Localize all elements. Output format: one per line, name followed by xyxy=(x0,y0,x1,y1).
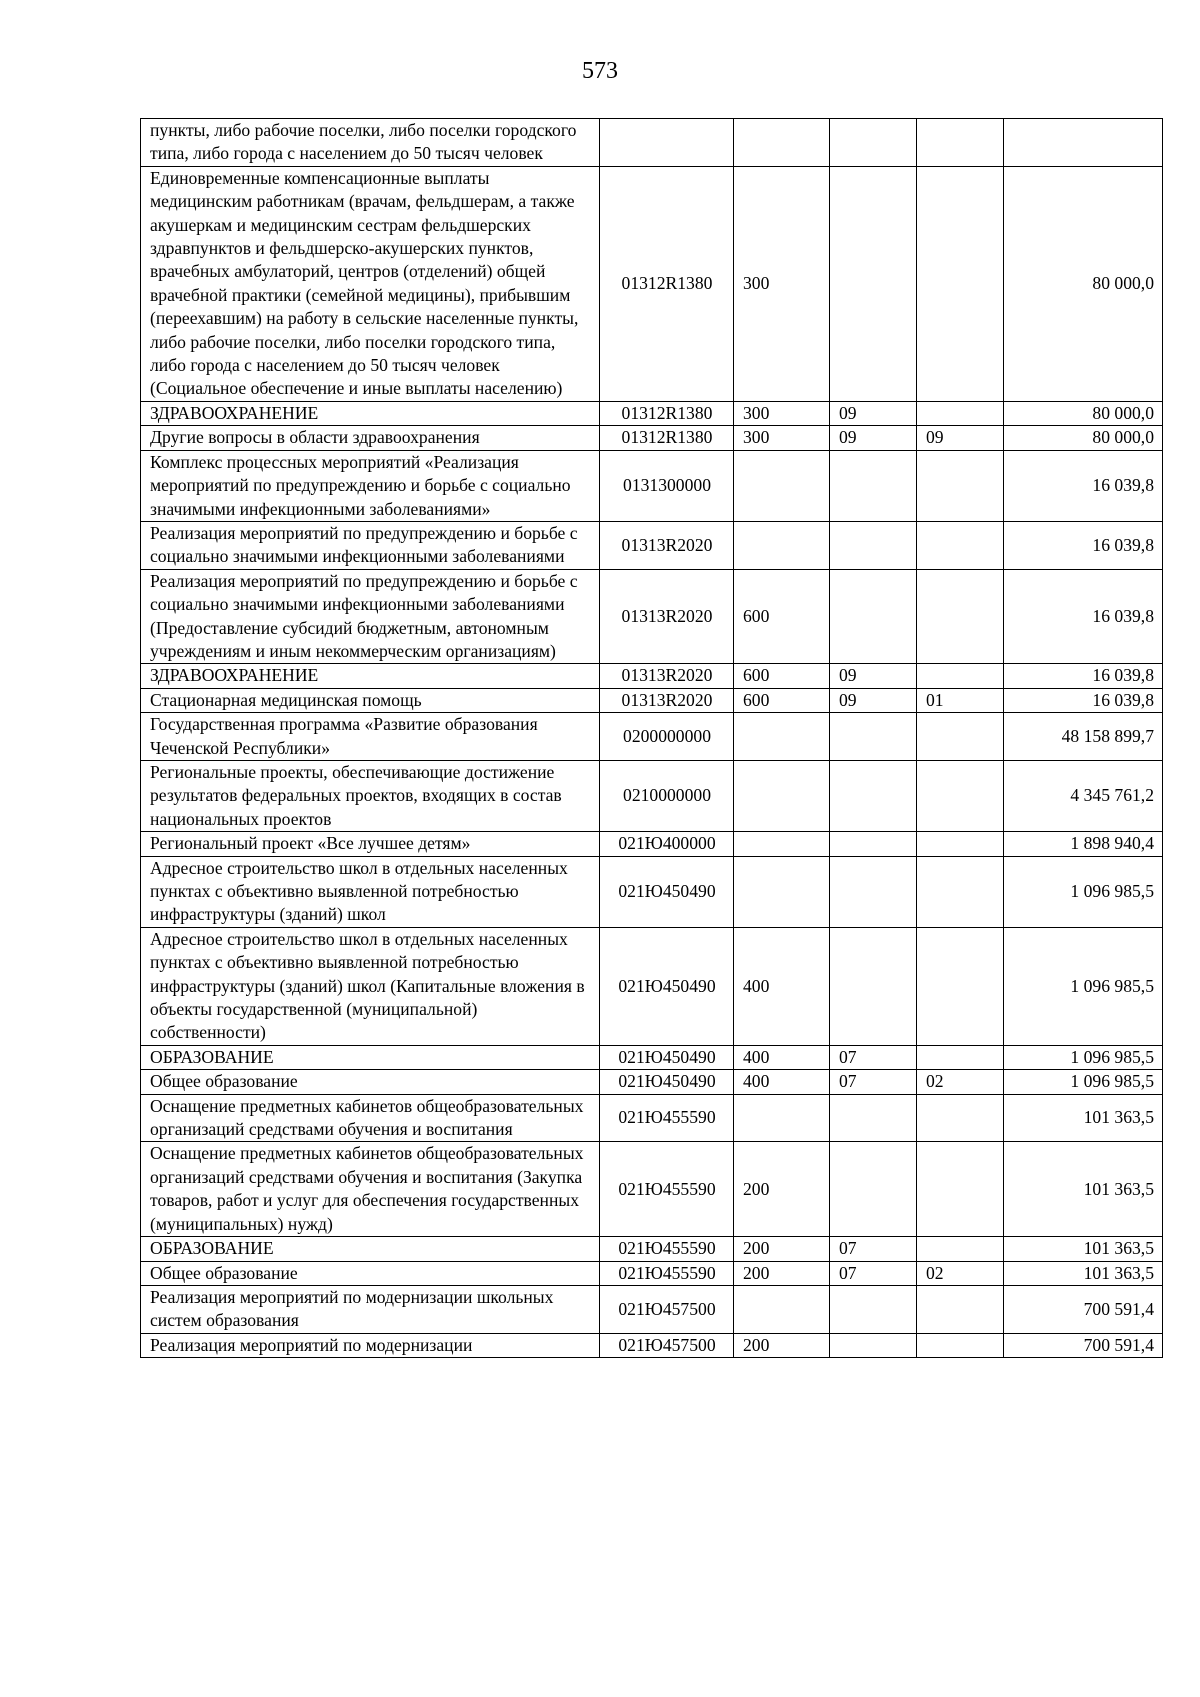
row-name-cell: Реализация мероприятий по предупреждению и борьбе с социально значимыми инфекционными заболеваниями xyxy=(141,521,600,569)
row-amount-cell: 16 039,8 xyxy=(1004,688,1163,712)
row-section-cell xyxy=(830,450,917,521)
row-expense-type-cell xyxy=(734,1285,830,1333)
row-expense-type-cell: 600 xyxy=(734,688,830,712)
row-target-article-cell: 021Ю455590 xyxy=(600,1094,734,1142)
row-name-cell: ОБРАЗОВАНИЕ xyxy=(141,1045,600,1069)
row-expense-type-cell: 600 xyxy=(734,664,830,688)
row-target-article-cell: 021Ю400000 xyxy=(600,832,734,856)
row-section-cell: 07 xyxy=(830,1045,917,1069)
row-section-cell xyxy=(830,1333,917,1357)
row-name-cell: ОБРАЗОВАНИЕ xyxy=(141,1237,600,1261)
row-name-cell: пункты, либо рабочие поселки, либо поселки городского типа, либо города с населением до 50 тысяч человек xyxy=(141,119,600,167)
table-row xyxy=(141,1237,1163,1261)
row-name-cell: ЗДРАВООХРАНЕНИЕ xyxy=(141,401,600,425)
table-row xyxy=(141,521,1163,569)
table-row xyxy=(141,1261,1163,1285)
row-expense-type-cell xyxy=(734,1094,830,1142)
page-number: 573 xyxy=(582,58,618,84)
row-name-cell: Оснащение предметных кабинетов общеобразовательных организаций средствами обучения и воспитания (Закупка товаров, работ и услуг для обеспечения государственных (муниципальных) нужд) xyxy=(141,1142,600,1237)
row-target-article-cell: 01312R1380 xyxy=(600,401,734,425)
row-expense-type-cell: 300 xyxy=(734,166,830,401)
table-row xyxy=(141,1285,1163,1333)
table-row xyxy=(141,1070,1163,1094)
row-section-cell: 09 xyxy=(830,401,917,425)
row-name-cell: Адресное строительство школ в отдельных населенных пунктах с объективно выявленной потребностью инфраструктуры (зданий) школ (Капитальные вложения в объекты государственной (муниципальной) собственности) xyxy=(141,927,600,1045)
row-section-cell: 09 xyxy=(830,664,917,688)
row-amount-cell: 101 363,5 xyxy=(1004,1261,1163,1285)
row-amount-cell: 80 000,0 xyxy=(1004,426,1163,450)
row-section-cell xyxy=(830,927,917,1045)
row-amount-cell: 101 363,5 xyxy=(1004,1094,1163,1142)
table-row xyxy=(141,450,1163,521)
row-section-cell: 09 xyxy=(830,426,917,450)
row-amount-cell: 700 591,4 xyxy=(1004,1285,1163,1333)
table-row xyxy=(141,1333,1163,1357)
row-name-cell: Оснащение предметных кабинетов общеобразовательных организаций средствами обучения и воспитания xyxy=(141,1094,600,1142)
table-row xyxy=(141,1045,1163,1069)
row-section-cell: 07 xyxy=(830,1237,917,1261)
table-row xyxy=(141,664,1163,688)
row-expense-type-cell xyxy=(734,119,830,167)
table-row xyxy=(141,832,1163,856)
row-subsection-cell xyxy=(917,1237,1004,1261)
row-target-article-cell: 021Ю455590 xyxy=(600,1237,734,1261)
row-amount-cell: 1 096 985,5 xyxy=(1004,856,1163,927)
row-section-cell xyxy=(830,713,917,761)
row-expense-type-cell: 300 xyxy=(734,426,830,450)
row-subsection-cell xyxy=(917,856,1004,927)
row-subsection-cell xyxy=(917,1142,1004,1237)
row-amount-cell: 101 363,5 xyxy=(1004,1237,1163,1261)
row-amount-cell: 1 096 985,5 xyxy=(1004,1045,1163,1069)
row-name-cell: Государственная программа «Развитие образования Чеченской Республики» xyxy=(141,713,600,761)
row-target-article-cell: 021Ю457500 xyxy=(600,1285,734,1333)
row-amount-cell: 16 039,8 xyxy=(1004,569,1163,664)
row-subsection-cell xyxy=(917,1045,1004,1069)
row-name-cell: Реализация мероприятий по предупреждению и борьбе с социально значимыми инфекционными заболеваниями (Предоставление субсидий бюджетным, автономным учреждениям и иным некоммерческим организациям) xyxy=(141,569,600,664)
row-target-article-cell: 01313R2020 xyxy=(600,688,734,712)
row-name-cell: Адресное строительство школ в отдельных населенных пунктах с объективно выявленной потребностью инфраструктуры (зданий) школ xyxy=(141,856,600,927)
row-target-article-cell: 01312R1380 xyxy=(600,426,734,450)
row-amount-cell: 1 096 985,5 xyxy=(1004,927,1163,1045)
table-row xyxy=(141,1142,1163,1237)
row-section-cell xyxy=(830,569,917,664)
row-target-article-cell: 021Ю450490 xyxy=(600,856,734,927)
row-subsection-cell xyxy=(917,713,1004,761)
row-amount-cell: 16 039,8 xyxy=(1004,664,1163,688)
row-subsection-cell xyxy=(917,450,1004,521)
row-subsection-cell: 01 xyxy=(917,688,1004,712)
table-row xyxy=(141,119,1163,167)
row-amount-cell: 80 000,0 xyxy=(1004,401,1163,425)
row-target-article-cell: 021Ю457500 xyxy=(600,1333,734,1357)
row-section-cell xyxy=(830,1142,917,1237)
row-amount-cell: 4 345 761,2 xyxy=(1004,760,1163,831)
row-subsection-cell xyxy=(917,664,1004,688)
table-row xyxy=(141,1094,1163,1142)
row-name-cell: Региональный проект «Все лучшее детям» xyxy=(141,832,600,856)
table-row xyxy=(141,569,1163,664)
row-expense-type-cell: 600 xyxy=(734,569,830,664)
row-name-cell: Общее образование xyxy=(141,1070,600,1094)
row-section-cell: 07 xyxy=(830,1070,917,1094)
row-expense-type-cell xyxy=(734,450,830,521)
row-target-article-cell: 021Ю455590 xyxy=(600,1142,734,1237)
row-target-article-cell: 0210000000 xyxy=(600,760,734,831)
row-target-article-cell xyxy=(600,119,734,167)
row-name-cell: Общее образование xyxy=(141,1261,600,1285)
table-row xyxy=(141,426,1163,450)
row-target-article-cell: 0131300000 xyxy=(600,450,734,521)
row-subsection-cell xyxy=(917,166,1004,401)
row-subsection-cell: 09 xyxy=(917,426,1004,450)
row-amount-cell: 48 158 899,7 xyxy=(1004,713,1163,761)
row-expense-type-cell xyxy=(734,713,830,761)
row-subsection-cell xyxy=(917,119,1004,167)
table-row xyxy=(141,927,1163,1045)
row-name-cell: Реализация мероприятий по модернизации xyxy=(141,1333,600,1357)
row-amount-cell: 1 898 940,4 xyxy=(1004,832,1163,856)
row-name-cell: Комплекс процессных мероприятий «Реализация мероприятий по предупреждению и борьбе с социально значимыми инфекционными заболеваниями» xyxy=(141,450,600,521)
row-name-cell: Реализация мероприятий по модернизации школьных систем образования xyxy=(141,1285,600,1333)
row-expense-type-cell: 300 xyxy=(734,401,830,425)
row-section-cell xyxy=(830,856,917,927)
row-target-article-cell: 01313R2020 xyxy=(600,521,734,569)
budget-table-body xyxy=(141,119,1163,1358)
table-row xyxy=(141,713,1163,761)
table-row xyxy=(141,856,1163,927)
budget-table xyxy=(140,118,1163,1358)
row-expense-type-cell: 400 xyxy=(734,1045,830,1069)
row-section-cell xyxy=(830,1094,917,1142)
row-expense-type-cell: 400 xyxy=(734,1070,830,1094)
row-section-cell xyxy=(830,166,917,401)
row-subsection-cell: 02 xyxy=(917,1070,1004,1094)
row-target-article-cell: 021Ю455590 xyxy=(600,1261,734,1285)
row-target-article-cell: 0200000000 xyxy=(600,713,734,761)
row-expense-type-cell: 200 xyxy=(734,1261,830,1285)
row-expense-type-cell xyxy=(734,760,830,831)
row-expense-type-cell: 200 xyxy=(734,1142,830,1237)
row-subsection-cell xyxy=(917,1094,1004,1142)
row-expense-type-cell xyxy=(734,856,830,927)
row-expense-type-cell xyxy=(734,832,830,856)
row-amount-cell: 1 096 985,5 xyxy=(1004,1070,1163,1094)
row-subsection-cell xyxy=(917,1333,1004,1357)
row-name-cell: Другие вопросы в области здравоохранения xyxy=(141,426,600,450)
row-amount-cell xyxy=(1004,119,1163,167)
row-subsection-cell xyxy=(917,927,1004,1045)
row-target-article-cell: 021Ю450490 xyxy=(600,927,734,1045)
row-amount-cell: 101 363,5 xyxy=(1004,1142,1163,1237)
row-expense-type-cell: 200 xyxy=(734,1237,830,1261)
table-row xyxy=(141,760,1163,831)
row-section-cell: 07 xyxy=(830,1261,917,1285)
row-section-cell xyxy=(830,1285,917,1333)
row-subsection-cell xyxy=(917,832,1004,856)
row-target-article-cell: 01312R1380 xyxy=(600,166,734,401)
row-section-cell xyxy=(830,119,917,167)
row-expense-type-cell: 200 xyxy=(734,1333,830,1357)
row-section-cell xyxy=(830,760,917,831)
row-subsection-cell xyxy=(917,521,1004,569)
row-subsection-cell xyxy=(917,760,1004,831)
row-target-article-cell: 021Ю450490 xyxy=(600,1070,734,1094)
row-expense-type-cell xyxy=(734,521,830,569)
row-amount-cell: 16 039,8 xyxy=(1004,450,1163,521)
row-name-cell: Стационарная медицинская помощь xyxy=(141,688,600,712)
row-amount-cell: 16 039,8 xyxy=(1004,521,1163,569)
table-row xyxy=(141,688,1163,712)
table-row xyxy=(141,401,1163,425)
row-section-cell: 09 xyxy=(830,688,917,712)
row-target-article-cell: 021Ю450490 xyxy=(600,1045,734,1069)
row-section-cell xyxy=(830,832,917,856)
row-name-cell: Региональные проекты, обеспечивающие достижение результатов федеральных проектов, входящих в состав национальных проектов xyxy=(141,760,600,831)
row-amount-cell: 80 000,0 xyxy=(1004,166,1163,401)
table-row xyxy=(141,166,1163,401)
row-target-article-cell: 01313R2020 xyxy=(600,569,734,664)
row-subsection-cell xyxy=(917,1285,1004,1333)
row-subsection-cell xyxy=(917,569,1004,664)
row-amount-cell: 700 591,4 xyxy=(1004,1333,1163,1357)
row-section-cell xyxy=(830,521,917,569)
row-subsection-cell: 02 xyxy=(917,1261,1004,1285)
row-subsection-cell xyxy=(917,401,1004,425)
row-name-cell: Единовременные компенсационные выплаты медицинским работникам (врачам, фельдшерам, а также акушеркам и медицинским сестрам фельдшерских здравпунктов и фельдшерско-акушерских пунктов, врачебных амбулаторий, центров (отделений) общей врачебной практики (семейной медицины), прибывшим (переехавшим) на работу в сельские населенные пункты, либо рабочие поселки, либо поселки городского типа, либо города с населением до 50 тысяч человек (Социальное обеспечение и иные выплаты населению) xyxy=(141,166,600,401)
row-target-article-cell: 01313R2020 xyxy=(600,664,734,688)
row-name-cell: ЗДРАВООХРАНЕНИЕ xyxy=(141,664,600,688)
row-expense-type-cell: 400 xyxy=(734,927,830,1045)
